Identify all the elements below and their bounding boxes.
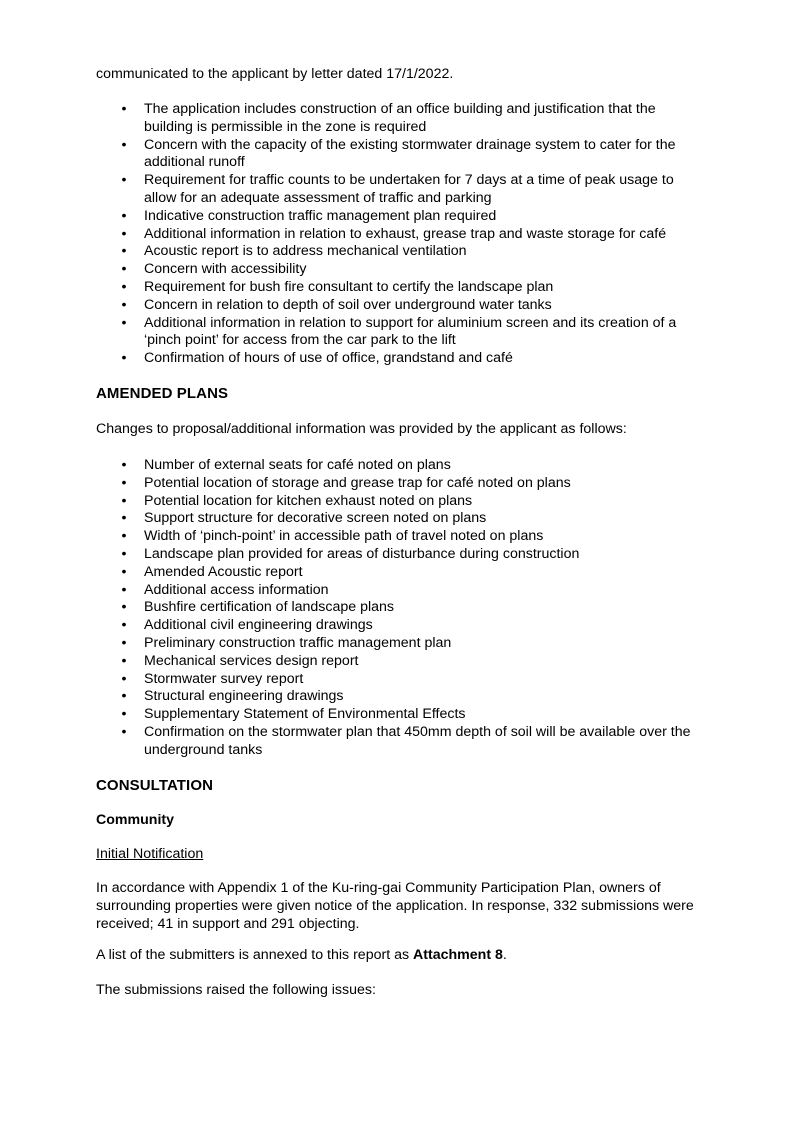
amended-plans-list — [0, 457, 797, 760]
list-item-text: Amended Acoustic report — [144, 563, 303, 580]
bullet-marker: • — [121, 136, 127, 153]
amended-plan-item — [0, 617, 704, 635]
list-item-text: Additional information in relation to support for aluminium screen and its creation of a ‘pinch point’ for access from the car park to the lift — [144, 314, 677, 349]
bullet-marker: • — [121, 474, 127, 491]
attachment-suffix: . — [502, 947, 507, 963]
list-item-text: Confirmation on the stormwater plan that 450mm depth of soil will be available over the underground tanks — [144, 723, 691, 758]
bullet-marker: • — [121, 207, 127, 224]
attachment-reference: Attachment 8 — [413, 947, 503, 963]
issue-item — [0, 297, 704, 315]
bullet-marker: • — [121, 261, 127, 278]
bullet-marker: • — [121, 314, 127, 331]
bullet-marker: • — [121, 457, 127, 473]
list-item-text: Stormwater survey report — [144, 670, 304, 687]
issue-item — [0, 101, 704, 137]
issue-item — [0, 279, 704, 297]
list-item-text: Confirmation of hours of use of office, grandstand and café — [144, 350, 513, 367]
list-item-text: Support structure for decorative screen noted on plans — [144, 510, 487, 527]
issues-intro: The submissions raised the following issues: — [96, 982, 376, 998]
bullet-marker: • — [121, 563, 127, 580]
amended-plan-item — [0, 635, 704, 653]
notification-paragraph: In accordance with Appendix 1 of the Ku-ring-gai Community Participation Plan, owners of surrounding properties were given notice of the application. In response, 332 submissions were received; 41 in support and 291 objecting. — [96, 880, 694, 932]
intro-line: communicated to the applicant by letter dated 17/1/2022. — [96, 66, 454, 82]
bullet-marker: • — [121, 634, 127, 651]
amended-plan-item — [0, 546, 704, 564]
amended-plan-item — [0, 688, 704, 706]
issue-item — [0, 315, 704, 351]
bullet-marker: • — [121, 101, 127, 117]
community-subheading: Community — [96, 812, 175, 828]
amended-plan-item — [0, 599, 704, 617]
issue-item — [0, 137, 704, 173]
list-item-text: Structural engineering drawings — [144, 688, 344, 705]
bullet-marker: • — [121, 688, 127, 705]
bullet-marker: • — [121, 599, 127, 616]
attachment-sentence — [96, 947, 716, 965]
bullet-marker: • — [121, 617, 127, 634]
issue-item — [0, 172, 704, 208]
list-item-text: Concern with the capacity of the existing stormwater drainage system to cater for the additional runoff — [144, 136, 676, 171]
amended-plan-item — [0, 493, 704, 511]
issue-item — [0, 350, 704, 368]
amended-plans-heading: AMENDED PLANS — [96, 385, 229, 402]
list-item-text: Concern with accessibility — [144, 261, 307, 278]
amended-plan-item — [0, 528, 704, 546]
amended-plan-item — [0, 724, 704, 760]
bullet-marker: • — [121, 723, 127, 740]
list-item-text: Potential location for kitchen exhaust noted on plans — [144, 492, 473, 509]
bullet-marker: • — [121, 350, 127, 367]
bullet-marker: • — [121, 528, 127, 545]
amended-plan-item — [0, 510, 704, 528]
list-item-text: Number of external seats for café noted on plans — [144, 457, 451, 473]
list-item-text: Landscape plan provided for areas of disturbance during construction — [144, 545, 580, 562]
bullet-marker: • — [121, 652, 127, 669]
bullet-marker: • — [121, 706, 127, 723]
amended-plan-item — [0, 582, 704, 600]
list-item-text: Additional information in relation to exhaust, grease trap and waste storage for café — [144, 225, 667, 242]
initial-notification-title: Initial Notification — [96, 846, 204, 862]
list-item-text: Mechanical services design report — [144, 652, 359, 669]
list-item-text: Additional access information — [144, 581, 329, 598]
list-item-text: Requirement for traffic counts to be undertaken for 7 days at a time of peak usage to allow for an adequate assessment of traffic and parking — [144, 172, 674, 206]
issue-item — [0, 243, 704, 261]
issues-list — [0, 101, 797, 368]
list-item-text: Potential location of storage and grease trap for café noted on plans — [144, 474, 571, 491]
bullet-marker: • — [121, 510, 127, 527]
amended-plan-item — [0, 653, 704, 671]
list-item-text: Bushfire certification of landscape plans — [144, 599, 394, 616]
amended-plan-item — [0, 706, 704, 724]
amended-plan-item — [0, 457, 704, 475]
bullet-marker: • — [121, 296, 127, 313]
bullet-marker: • — [121, 581, 127, 598]
amended-plan-item — [0, 671, 704, 689]
amended-plans-intro: Changes to proposal/additional information was provided by the applicant as follows: — [96, 421, 627, 437]
list-item-text: Requirement for bush fire consultant to certify the landscape plan — [144, 278, 554, 295]
issue-item — [0, 226, 704, 244]
amended-plan-item — [0, 564, 704, 582]
bullet-marker: • — [121, 670, 127, 687]
bullet-marker: • — [121, 545, 127, 562]
bullet-marker: • — [121, 278, 127, 295]
issue-item — [0, 261, 704, 279]
amended-plan-item — [0, 475, 704, 493]
list-item-text: Acoustic report is to address mechanical ventilation — [144, 243, 467, 260]
list-item-text: Concern in relation to depth of soil over underground water tanks — [144, 296, 552, 313]
issue-item — [0, 208, 704, 226]
list-item-text: Supplementary Statement of Environmental Effects — [144, 706, 466, 723]
bullet-marker: • — [121, 225, 127, 242]
consultation-heading: CONSULTATION — [96, 777, 214, 794]
list-item-text: Width of ‘pinch-point’ in accessible path of travel noted on plans — [144, 528, 544, 545]
list-item-text: The application includes construction of an office building and justification that the building is permissible in the zone is required — [144, 101, 656, 135]
bullet-marker: • — [121, 243, 127, 260]
attachment-prefix: A list of the submitters is annexed to this report as — [96, 947, 414, 963]
list-item-text: Indicative construction traffic management plan required — [144, 207, 497, 224]
bullet-marker: • — [121, 492, 127, 509]
list-item-text: Preliminary construction traffic management plan — [144, 634, 452, 651]
bullet-marker: • — [121, 172, 127, 189]
list-item-text: Additional civil engineering drawings — [144, 617, 373, 634]
